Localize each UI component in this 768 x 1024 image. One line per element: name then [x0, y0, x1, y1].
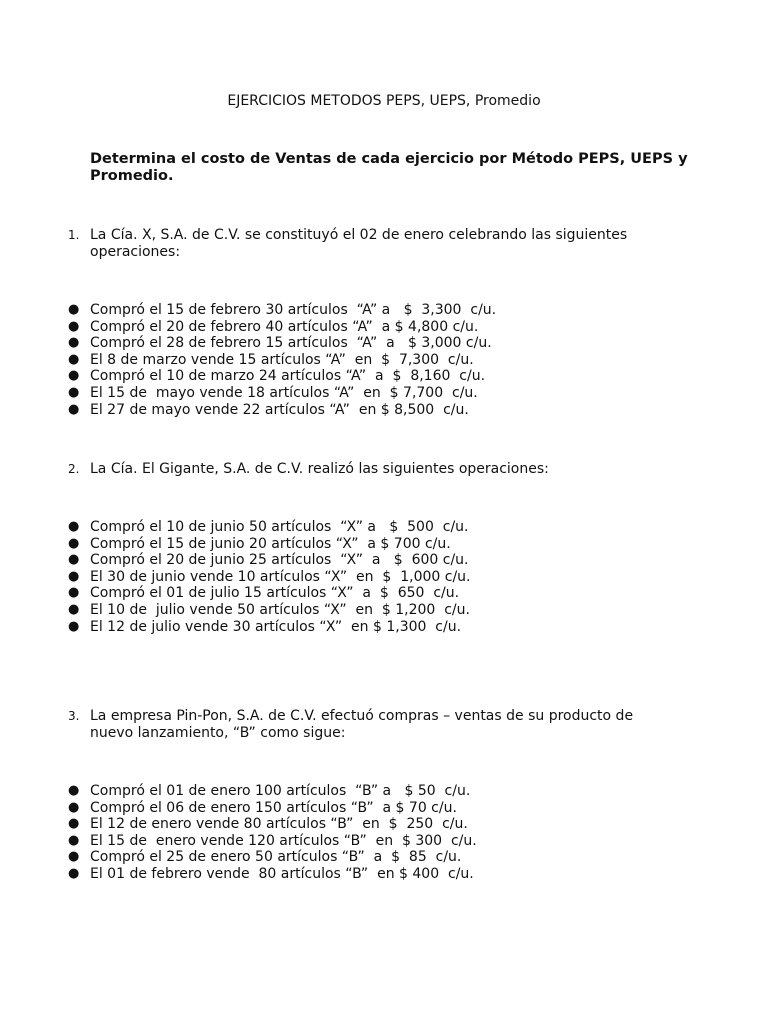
list-item: ● Compró el 15 de junio 20 artículos “X” a $ 700 c/u.	[68, 535, 451, 552]
list-item: ● El 27 de mayo vende 22 artículos “A” en $ 8,500 c/u.	[68, 401, 469, 418]
list-item: ● Compró el 15 de febrero 30 artículos “A” a $ 3,300 c/u.	[68, 302, 497, 318]
bullet-icon: ●	[68, 783, 80, 798]
exercise-number: 3.	[68, 709, 80, 723]
bullet-icon: ●	[68, 302, 80, 317]
bullet-icon: ●	[68, 568, 80, 584]
document-title: EJERCICIOS METODOS PEPS, UEPS, Promedio	[227, 93, 541, 109]
list-item: ● El 01 de febrero vende 80 artículos “B” en $ 400 c/u.	[68, 865, 474, 882]
list-item: ● El 12 de enero vende 80 artículos “B” en $ 250 c/u.	[68, 816, 468, 833]
list-item: ● Compró el 10 de junio 50 artículos “X” a $ 500 c/u.	[68, 519, 469, 535]
bullet-icon: ●	[68, 318, 80, 334]
list-item: ● El 8 de marzo vende 15 artículos “A” en $ 7,300 c/u.	[68, 351, 474, 368]
bullet-icon: ●	[68, 368, 80, 384]
bullet-icon: ●	[68, 865, 80, 881]
list-item: ● Compró el 01 de julio 15 artículos “X” a $ 650 c/u.	[68, 585, 460, 602]
bullet-icon: ●	[68, 816, 80, 832]
instruction-text: Determina el costo de Ventas de cada ejercicio por Método PEPS, UEPS y Promedio.	[90, 151, 688, 184]
exercise-3-heading	[68, 708, 668, 741]
bullet-icon: ●	[68, 384, 80, 400]
list-item: ● Compró el 20 de junio 25 artículos “X” a $ 600 c/u.	[68, 552, 469, 569]
list-item: ● El 30 de junio vende 10 artículos “X” en $ 1,000 c/u.	[68, 568, 471, 585]
bullet-icon: ●	[68, 535, 80, 551]
exercise-number: 1.	[68, 228, 80, 242]
list-item: ● El 15 de enero vende 120 artículos “B” en $ 300 c/u.	[68, 832, 477, 849]
exercise-number: 2.	[68, 462, 80, 476]
bullet-icon: ●	[68, 351, 80, 367]
exercise-description: La Cía. X, S.A. de C.V. se constituyó el 02 de enero celebrando las siguientes operaciones:	[90, 227, 628, 260]
exercise-2-heading	[68, 461, 668, 478]
bullet-icon: ●	[68, 832, 80, 848]
list-item: ● Compró el 20 de febrero 40 artículos “A” a $ 4,800 c/u.	[68, 318, 479, 335]
list-item: ● El 12 de julio vende 30 artículos “X” en $ 1,300 c/u.	[68, 618, 462, 635]
list-item: ● Compró el 10 de marzo 24 artículos “A” a $ 8,160 c/u.	[68, 368, 486, 385]
bullet-icon: ●	[68, 552, 80, 568]
bullet-icon: ●	[68, 618, 80, 634]
list-item: ● Compró el 01 de enero 100 artículos “B” a $ 50 c/u.	[68, 783, 471, 799]
exercise-2-operations	[68, 519, 470, 635]
bullet-icon: ●	[68, 401, 80, 417]
list-item: ● El 15 de mayo vende 18 artículos “A” en $ 7,700 c/u.	[68, 384, 478, 401]
bullet-icon: ●	[68, 849, 80, 865]
list-item: ● El 10 de julio vende 50 artículos “X” en $ 1,200 c/u.	[68, 601, 470, 618]
exercise-1-operations	[68, 302, 496, 418]
list-item: ● Compró el 25 de enero 50 artículos “B” a $ 85 c/u.	[68, 849, 462, 866]
exercise-3-operations	[68, 783, 477, 883]
bullet-icon: ●	[68, 601, 80, 617]
exercise-description: La empresa Pin-Pon, S.A. de C.V. efectuó compras – ventas de su producto de nuevo lanzamiento, “B” como sigue:	[90, 708, 634, 741]
exercise-1-heading	[68, 227, 668, 260]
bullet-icon: ●	[68, 585, 80, 601]
list-item: ● Compró el 28 de febrero 15 artículos “A” a $ 3,000 c/u.	[68, 335, 492, 352]
bullet-icon: ●	[68, 519, 80, 534]
bullet-icon: ●	[68, 799, 80, 815]
bullet-icon: ●	[68, 335, 80, 351]
list-item: ● Compró el 06 de enero 150 artículos “B” a $ 70 c/u.	[68, 799, 457, 816]
exercise-description: La Cía. El Gigante, S.A. de C.V. realizó las siguientes operaciones:	[90, 461, 549, 477]
